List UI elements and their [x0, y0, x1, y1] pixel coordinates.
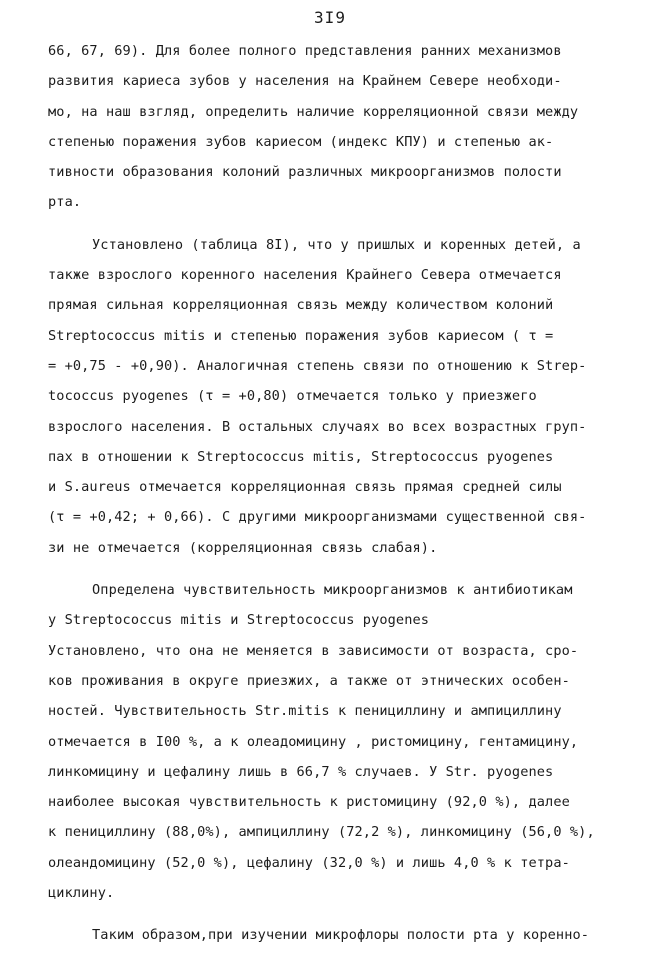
- text-line: и S.aureus отмечается корреляционная связь прямая средней силы: [48, 479, 562, 496]
- text-line: Таким образом,при изучении микрофлоры полости рта у коренно-: [92, 927, 590, 944]
- paragraph-2: [48, 230, 638, 563]
- text-line: также взрослого коренного населения Крайнего Севера отмечается: [48, 267, 562, 284]
- paragraph-gap: [48, 563, 638, 575]
- text-line: tococcus pyogenes (τ = +0,80) отмечается только у приезжего: [48, 388, 537, 405]
- text-line: тивности образования колоний различных микроорганизмов полости: [48, 164, 562, 181]
- text-line: рта.: [48, 194, 82, 211]
- text-line: Streptococcus mitis и степенью поражения зубов кариесом ( τ =: [48, 327, 554, 344]
- body-text: [48, 36, 638, 951]
- paragraph-1: [48, 36, 638, 218]
- text-line: пах в отношении к Streptococcus mitis, Streptococcus pyogenes: [48, 448, 554, 465]
- text-line: наиболее высокая чувствительность к ристомицину (92,0 %), далее: [48, 794, 570, 811]
- text-line: взрослого населения. В остальных случаях во всех возрастных груп-: [48, 418, 587, 435]
- text-line: к пенициллину (88,0%), ампициллину (72,2 %), линкомицину (56,0 %),: [48, 824, 595, 841]
- paragraph-4: [48, 920, 638, 950]
- paragraph-gap: [48, 218, 638, 230]
- paragraph-3: [48, 575, 638, 908]
- text-line: прямая сильная корреляционная связь между количеством колоний: [48, 297, 554, 314]
- text-line: ков проживания в округе приезжих, а также от этнических особен-: [48, 672, 570, 689]
- text-line: Определена чувствительность микроорганизмов к антибиотикам: [92, 582, 573, 599]
- text-line: отмечается в I00 %, а к олеадомицину , ристомицину, гентамицину,: [48, 733, 579, 750]
- text-line: Установлено (таблица 8I), что у пришлых и коренных детей, а: [92, 236, 581, 253]
- text-line: олеандомицину (52,0 %), цефалину (32,0 %) и лишь 4,0 % к тетра-: [48, 854, 570, 871]
- text-line: ностей. Чувствительность Str.mitis к пенициллину и ампициллину: [48, 703, 562, 720]
- text-line: (τ = +0,42; + 0,66). С другими микроорганизмами существенной свя-: [48, 509, 587, 526]
- text-line: Установлено, что она не меняется в зависимости от возраста, сро-: [48, 642, 579, 659]
- text-line: зи не отмечается (корреляционная связь слабая).: [48, 539, 438, 556]
- text-line: развития кариеса зубов у населения на Крайнем Севере необходи-: [48, 73, 562, 90]
- text-line: степенью поражения зубов кариесом (индекс КПУ) и степенью ак-: [48, 133, 554, 150]
- text-line: = +0,75 - +0,90). Аналогичная степень связи по отношению к Strep-: [48, 357, 587, 374]
- text-line: у Streptococcus mitis и Streptococcus pyogenes: [48, 612, 430, 629]
- text-line: мо, на наш взгляд, определить наличие корреляционной связи между: [48, 103, 579, 120]
- text-line: циклину.: [48, 885, 115, 902]
- text-line: 66, 67, 69). Для более полного представления ранних механизмов: [48, 43, 562, 59]
- paragraph-gap: [48, 908, 638, 920]
- text-line: линкомицину и цефалину лишь в 66,7 % случаев. У Str. pyogenes: [48, 763, 554, 780]
- page-number: 3I9: [314, 8, 346, 27]
